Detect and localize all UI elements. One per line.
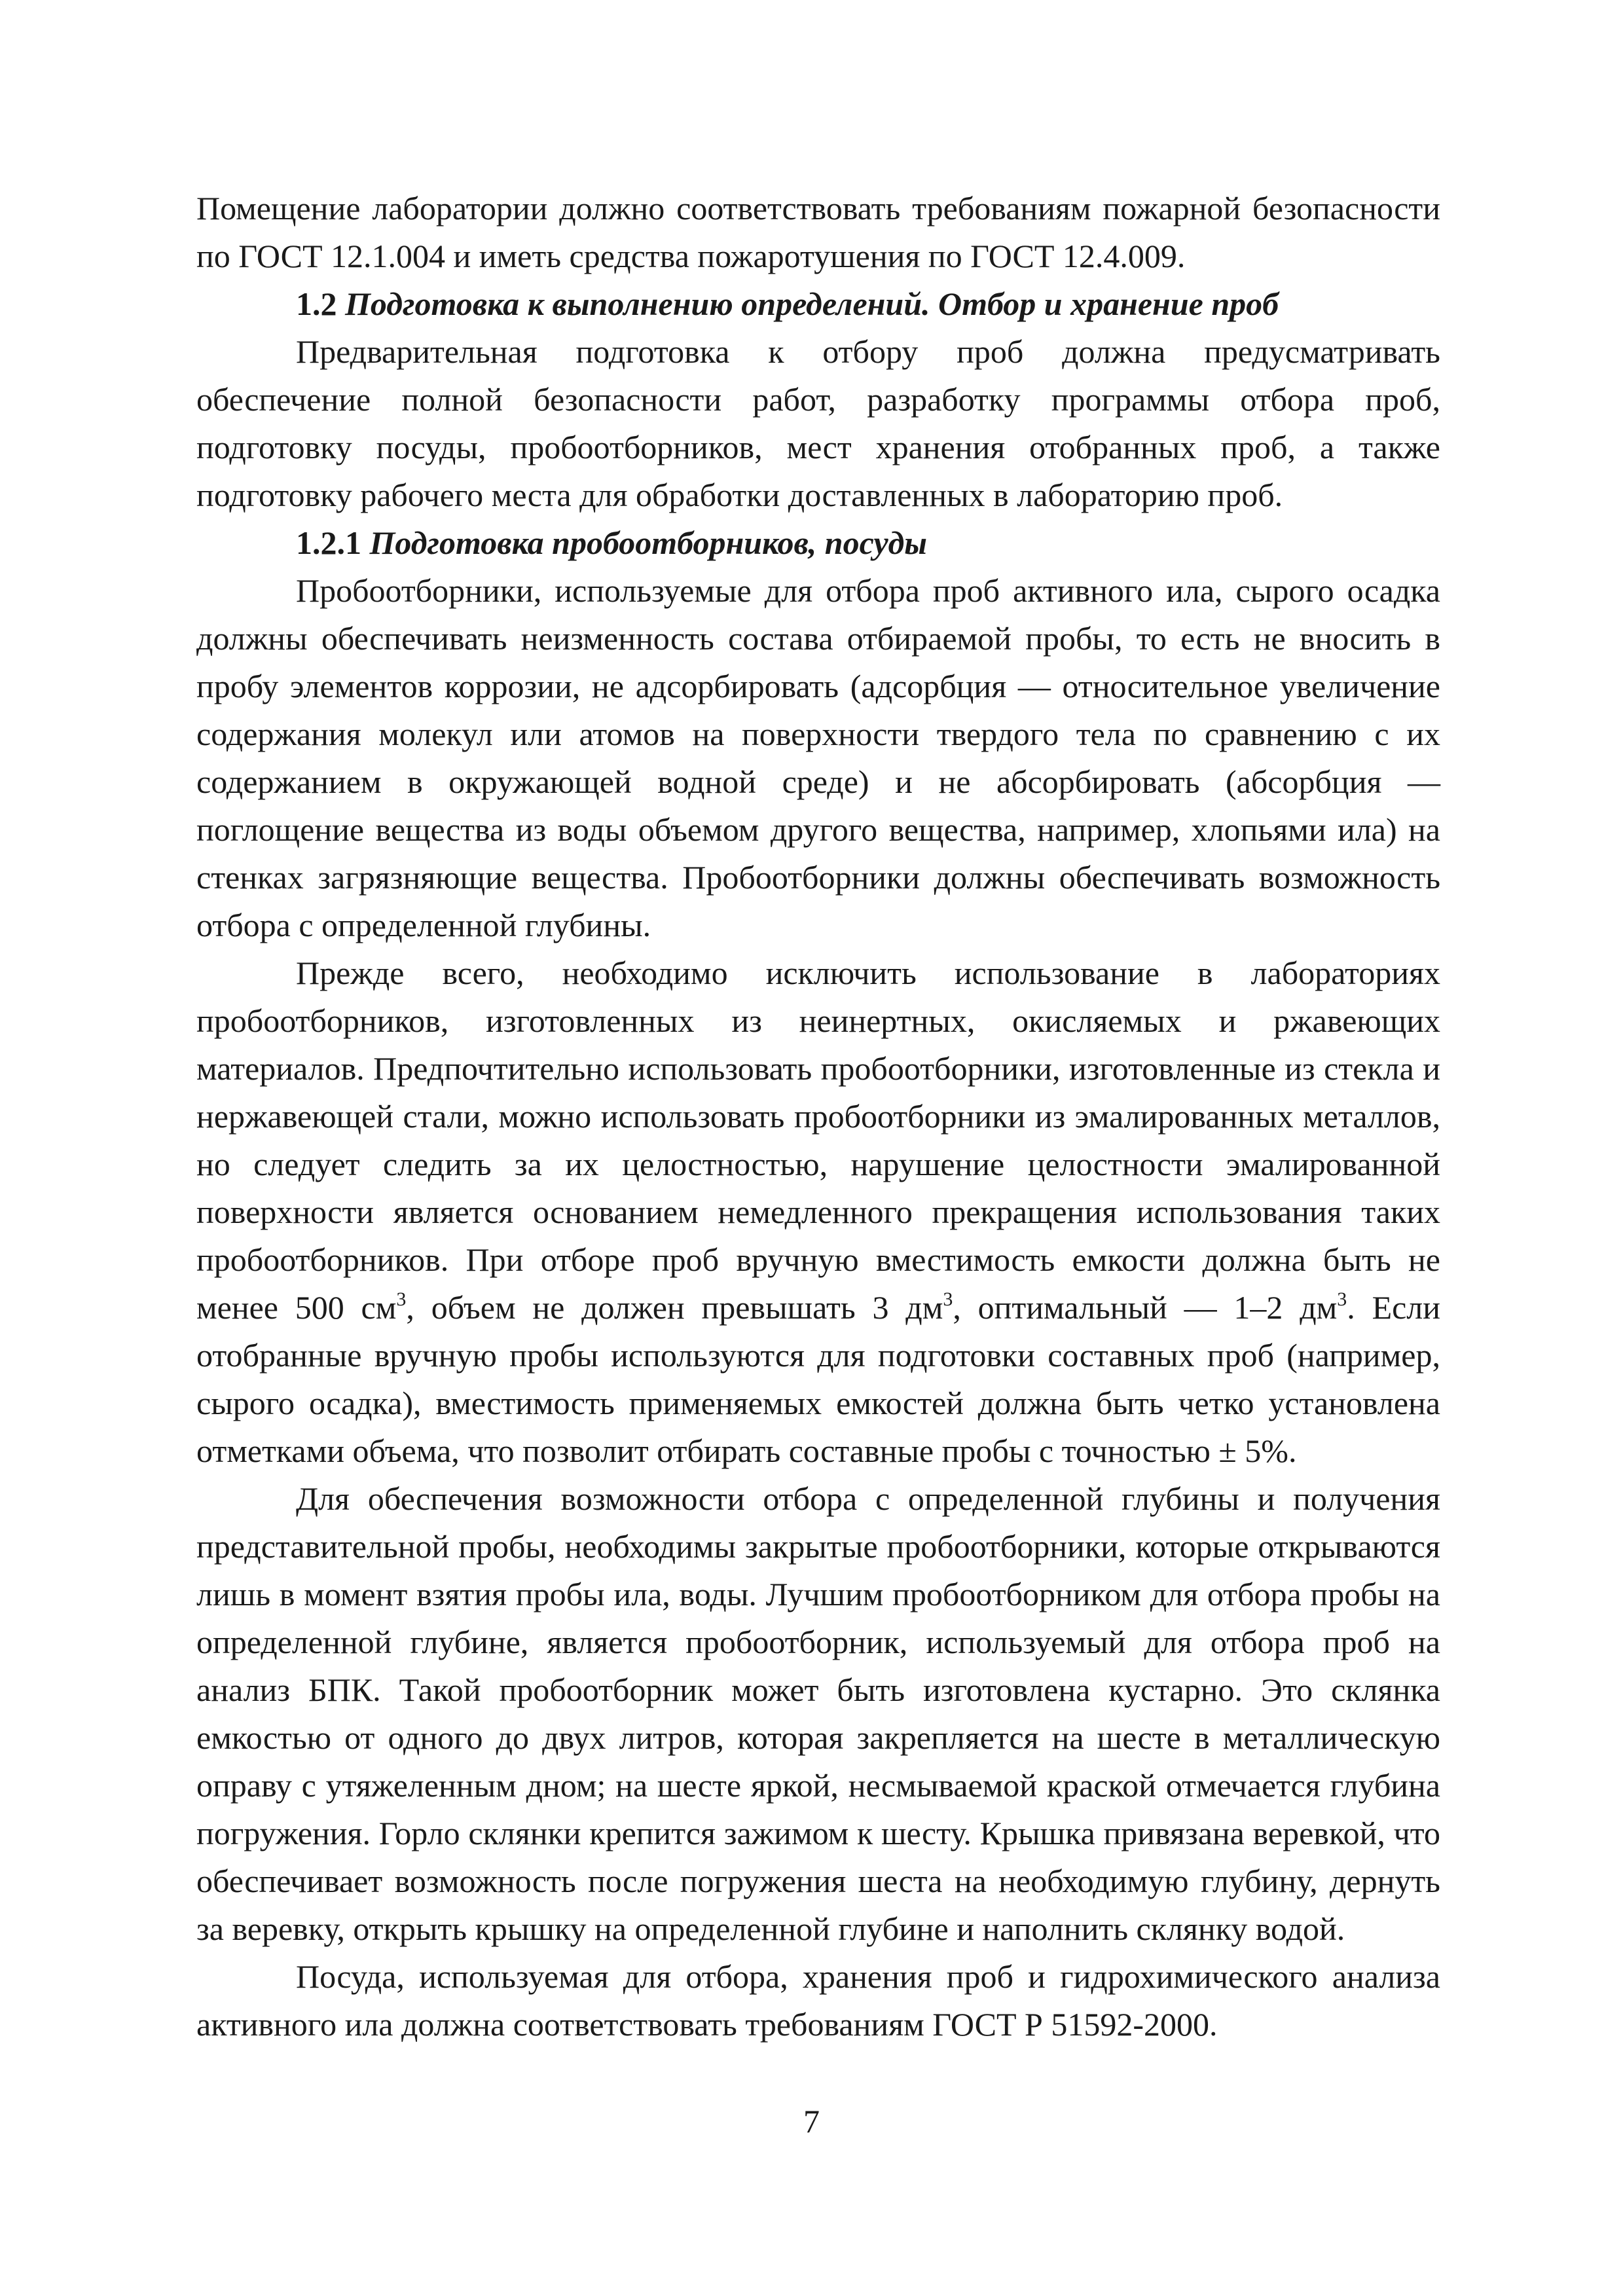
- section-title: Подготовка пробоотборников, посуды: [369, 524, 927, 561]
- glassware-paragraph: Посуда, используемая для отбора, хранения проб и гидрохимического анализа активного ила должна соответствовать требованиям ГОСТ Р 51592-2000.: [196, 1958, 1440, 2043]
- text-run: , объем не должен превышать 3 дм: [406, 1289, 943, 1326]
- page-body: [196, 185, 1440, 2049]
- section-number: 1.2: [296, 285, 337, 322]
- page-number: 7: [803, 2103, 820, 2140]
- text-run: , оптимальный — 1–2 дм: [953, 1289, 1338, 1326]
- section-title: Подготовка к выполнению определений. Отбор и хранение проб: [345, 285, 1279, 322]
- closed-sampler-paragraph: Для обеспечения возможности отбора с определенной глубины и получения представительной пробы, необходимы закрытые пробоотборники, которые открываются лишь в момент взятия пробы ила, воды. Лучшим пробоотборником для отбора пробы на определенной глубине, является пробоотборник, используемый для отбора проб на анализ БПК. Такой пробоотборник может быть изготовлена кустарно. Это склянка емкостью от одного до двух литров, которая закрепляется на шесте в металлическую оправу с утяжеленным дном; на шесте яркой, несмываемой краской отмечается глубина погружения. Горло склянки крепится зажимом к шесту. Крышка привязана веревкой, что обеспечивает возможность после погружения шеста на необходимую глубину, дернуть за веревку, открыть крышку на определенной глубине и наполнить склянку водой.: [196, 1480, 1440, 1947]
- section-heading-1-2: [196, 280, 1440, 328]
- superscript: 3: [943, 1288, 953, 1310]
- text-run: Прежде всего, необходимо исключить использование в лабораториях пробоотборников, изготовленных из неинертных, окисляемых и ржавеющих материалов. Предпочтительно использовать пробоотборники, изготовленные из стекла и нержавеющей стали, можно использовать пробоотборники из эмалированных металлов, но следует следить за их целостностью, нарушение целостности эмалированной поверхности является основанием немедленного прекращения использования таких пробоотборников. При отборе проб вручную вместимость емкости должна быть не менее 500 см: [196, 955, 1440, 1326]
- section-1-2-paragraph: Предварительная подготовка к отбору проб должна предусматривать обеспечение полной безопасности работ, разработку программы отбора проб, подготовку посуды, пробоотборников, мест хранения отобранных проб, а также подготовку рабочего места для обработки доставленных в лабораторию проб.: [196, 333, 1440, 513]
- samplers-paragraph: Пробоотборники, используемые для отбора проб активного ила, сырого осадка должны обеспечивать неизменность состава отбираемой пробы, то есть не вносить в пробу элементов коррозии, не адсорбировать (адсорбция — относительное увеличение содержания молекул или атомов на поверхности твердого тела по сравнению с их содержанием в окружающей водной среде) и не абсорбировать (абсорбция — поглощение вещества из воды объемом другого вещества, например, хлопьями ила) на стенках загрязняющие вещества. Пробоотборники должны обеспечивать возможность отбора с определенной глубины.: [196, 572, 1440, 943]
- intro-paragraph: Помещение лаборатории должно соответствовать требованиям пожарной безопасности по ГОСТ 12.1.004 и иметь средства пожаротушения по ГОСТ 12.4.009.: [196, 190, 1440, 274]
- text-run: . Если отобранные вручную пробы используются для подготовки составных проб (например, сырого осадка), вместимость применяемых емкостей должна быть четко установлена отметками объема, что позволит отбирать составные пробы с точностью ± 5%.: [196, 1289, 1441, 1469]
- superscript: 3: [396, 1288, 407, 1310]
- section-heading-1-2-1: [196, 519, 1440, 567]
- section-number: 1.2.1: [296, 524, 361, 561]
- materials-paragraph: [196, 949, 1440, 1475]
- superscript: 3: [1337, 1288, 1347, 1310]
